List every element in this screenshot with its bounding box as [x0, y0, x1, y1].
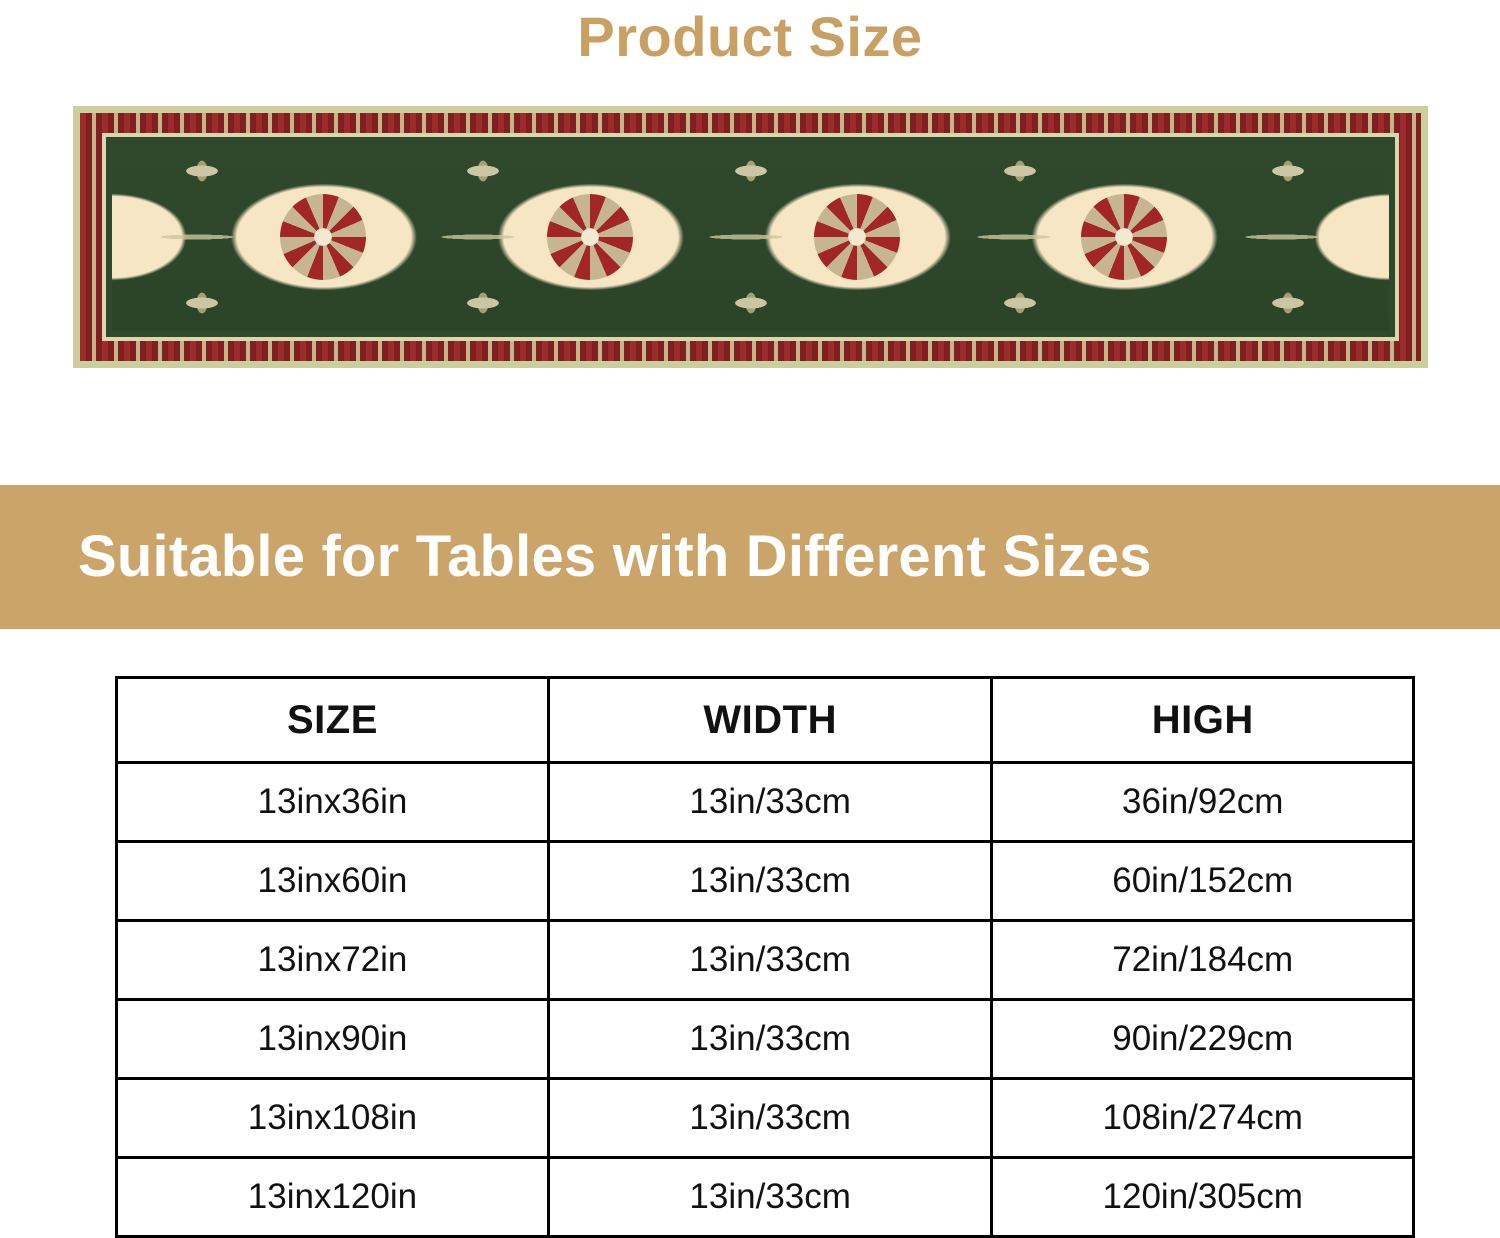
runner-scroll-motif	[1261, 151, 1315, 191]
size-table-container	[115, 676, 1415, 1238]
runner-medallion	[814, 194, 900, 280]
product-image-container	[73, 106, 1428, 368]
cell-high: 108in/274cm	[992, 1079, 1414, 1158]
cell-size: 13inx36in	[117, 763, 549, 842]
page-title: Product Size	[577, 5, 923, 68]
runner-scroll-motif	[993, 151, 1047, 191]
runner-tendril	[954, 233, 1074, 241]
runner-scroll-motif	[1261, 283, 1315, 323]
cell-size: 13inx120in	[117, 1158, 549, 1237]
cell-width: 13in/33cm	[548, 1158, 992, 1237]
cell-width: 13in/33cm	[548, 842, 992, 921]
cell-high: 72in/184cm	[992, 921, 1414, 1000]
runner-scroll-motif	[724, 151, 778, 191]
banner-text: Suitable for Tables with Different Sizes	[78, 523, 1152, 589]
cell-high: 120in/305cm	[992, 1158, 1414, 1237]
column-header-width: WIDTH	[548, 678, 992, 763]
table-runner-image	[73, 106, 1428, 368]
size-table	[115, 676, 1415, 1238]
runner-inner-border	[102, 133, 1399, 341]
runner-tendril	[418, 233, 538, 241]
table-row	[117, 842, 1414, 921]
runner-scroll-motif	[456, 283, 510, 323]
cell-size: 13inx108in	[117, 1079, 549, 1158]
cell-size: 13inx72in	[117, 921, 549, 1000]
table-row	[117, 1079, 1414, 1158]
runner-scroll-motif	[175, 283, 229, 323]
cell-size: 13inx90in	[117, 1000, 549, 1079]
banner	[0, 485, 1500, 629]
runner-scroll-motif	[724, 283, 778, 323]
runner-scroll-motif	[456, 151, 510, 191]
runner-medallion	[1081, 194, 1167, 280]
column-header-size: SIZE	[117, 678, 549, 763]
runner-tendril	[137, 233, 257, 241]
table-row	[117, 1000, 1414, 1079]
cell-width: 13in/33cm	[548, 1000, 992, 1079]
cell-width: 13in/33cm	[548, 1079, 992, 1158]
runner-scroll-motif	[175, 151, 229, 191]
runner-medallion	[547, 194, 633, 280]
table-row	[117, 763, 1414, 842]
runner-medallion	[280, 194, 366, 280]
cell-high: 60in/152cm	[992, 842, 1414, 921]
table-row	[117, 921, 1414, 1000]
cell-width: 13in/33cm	[548, 763, 992, 842]
table-row	[117, 1158, 1414, 1237]
table-header-row	[117, 678, 1414, 763]
cell-size: 13inx60in	[117, 842, 549, 921]
cell-high: 90in/229cm	[992, 1000, 1414, 1079]
runner-tendril	[686, 233, 806, 241]
cell-high: 36in/92cm	[992, 763, 1414, 842]
column-header-high: HIGH	[992, 678, 1414, 763]
runner-scroll-motif	[993, 283, 1047, 323]
runner-tendril	[1222, 233, 1342, 241]
cell-width: 13in/33cm	[548, 921, 992, 1000]
runner-field	[112, 143, 1389, 331]
